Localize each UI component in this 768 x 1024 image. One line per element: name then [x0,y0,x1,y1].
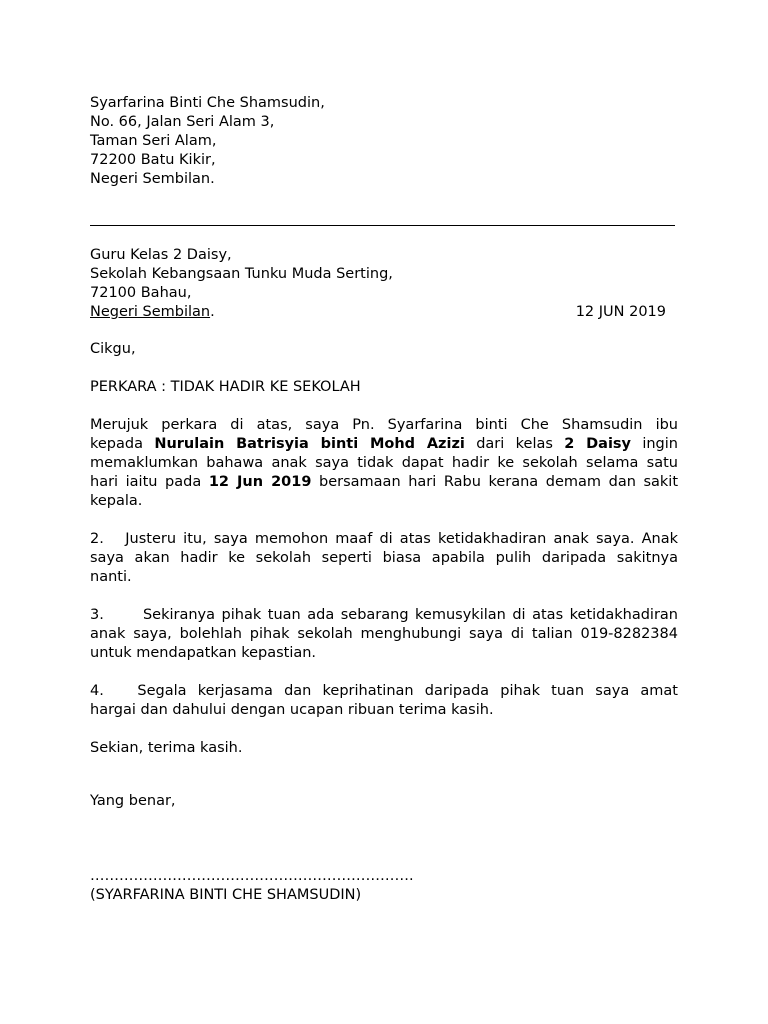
sender-line: 72200 Batu Kikir, [90,152,216,168]
paragraph-line: nanti. [90,569,132,585]
paragraph-3 [90,606,678,663]
signoff: Yang benar, [90,793,176,809]
paragraph-2 [90,530,678,587]
divider-line [90,225,675,226]
paragraph-1 [90,416,678,511]
sender-line: Syarfarina Binti Che Shamsudin, [90,95,325,111]
recipient-state-wrap [90,303,215,322]
paragraph-line [90,473,678,492]
paragraph-line: Merujuk perkara di atas, saya Pn. Syarfarina binti Che Shamsudin ibu [90,417,678,433]
class-name: 2 Daisy [564,436,631,452]
paragraph-4 [90,682,678,720]
paragraph-line [90,435,678,454]
closing: Sekian, terima kasih. [90,740,243,756]
text-run: ingin [631,436,678,452]
sender-line: No. 66, Jalan Seri Alam 3, [90,114,275,130]
text-run: kepada [90,436,155,452]
paragraph-line: kepala. [90,493,143,509]
paragraph-line: untuk mendapatkan kepastian. [90,645,317,661]
recipient-address [90,246,678,322]
recipient-state-row [90,303,666,322]
recipient-state-punct: . [210,304,215,320]
recipient-line: 72100 Bahau, [90,285,192,301]
text-run: hari iaitu pada [90,474,209,490]
recipient-line: Sekolah Kebangsaan Tunku Muda Serting, [90,266,393,282]
text-run: dari kelas [464,436,565,452]
paragraph-line: anak saya, bolehlah pihak sekolah menghubungi saya di talian 019-8282384 [90,626,678,642]
sender-address [90,94,678,189]
paragraph-line: 4. Segala kerjasama dan keprihatinan daripada pihak tuan saya amat [90,683,678,699]
student-name: Nurulain Batrisyia binti Mohd Azizi [154,436,465,452]
paragraph-line: memaklumkan bahawa anak saya tidak dapat hadir ke sekolah selama satu [90,455,678,471]
paragraph-line: 3. Sekiranya pihak tuan ada sebarang kemusykilan di atas ketidakhadiran [90,607,678,623]
sender-line: Taman Seri Alam, [90,133,217,149]
signature-line: …………………………………………………………. [90,868,414,884]
subject-heading: PERKARA : TIDAK HADIR KE SEKOLAH [90,379,361,395]
letter-date: 12 JUN 2019 [575,304,666,320]
greeting: Cikgu, [90,341,136,357]
text-run: bersamaan hari Rabu kerana demam dan sakit [311,474,679,490]
recipient-state: Negeri Sembilan [90,304,211,320]
signature-name: (SYARFARINA BINTI CHE SHAMSUDIN) [90,887,362,903]
sender-line: Negeri Sembilan. [90,171,215,187]
absence-date: 12 Jun 2019 [208,474,312,490]
recipient-line: Guru Kelas 2 Daisy, [90,247,232,263]
paragraph-line: hargai dan dahului dengan ucapan ribuan terima kasih. [90,702,494,718]
letter [90,94,678,905]
paragraph-line: 2. Justeru itu, saya memohon maaf di atas ketidakhadiran anak saya. Anak [90,531,678,547]
paragraph-line: saya akan hadir ke sekolah seperti biasa apabila pulih daripada sakitnya [90,550,678,566]
